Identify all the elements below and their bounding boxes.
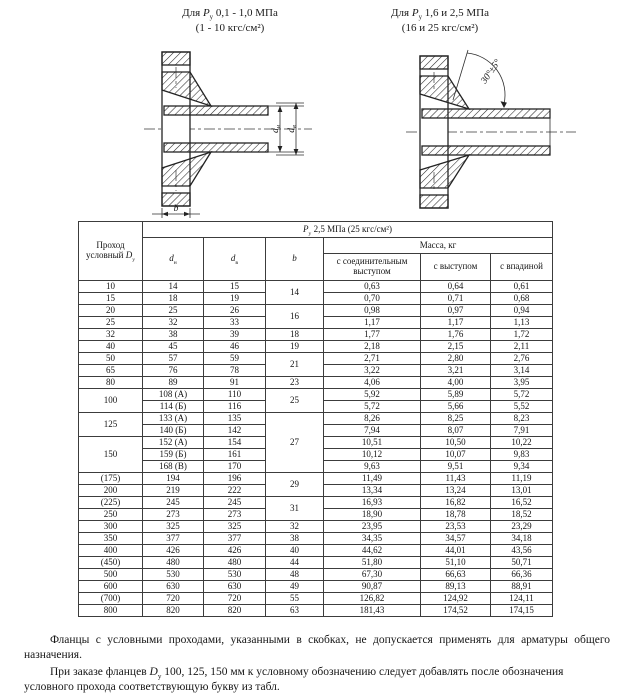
cell-dn: 14	[143, 281, 204, 293]
cell-b: 16	[266, 305, 324, 329]
caption-symbol: P	[202, 7, 210, 19]
cell-mass-raised: 4,00	[421, 377, 491, 389]
table-row	[79, 353, 553, 365]
caption-text: Для	[182, 7, 203, 19]
cell-mass-connecting: 5,92	[324, 389, 421, 401]
cell-mass-recessed: 23,29	[491, 521, 553, 533]
cell-dn: 194	[143, 473, 204, 485]
cell-dy: 10	[79, 281, 143, 293]
cell-mass-raised: 8,07	[421, 425, 491, 437]
cell-dy: 15	[79, 293, 143, 305]
caption-subscript: у	[418, 14, 422, 22]
table-row	[79, 305, 553, 317]
table-row	[79, 533, 553, 545]
cell-b: 18	[266, 329, 324, 341]
cell-dy: 800	[79, 605, 143, 617]
table-row	[79, 593, 553, 605]
cell-dv: 273	[204, 509, 266, 521]
cell-dy: 125	[79, 413, 143, 437]
arrow-icon	[501, 101, 507, 108]
cell-dn: 720	[143, 593, 204, 605]
cell-mass-recessed: 9,83	[491, 449, 553, 461]
cell-mass-connecting: 34,35	[324, 533, 421, 545]
cell-mass-raised: 0,97	[421, 305, 491, 317]
cell-mass-raised: 44,01	[421, 545, 491, 557]
cell-mass-raised: 23,53	[421, 521, 491, 533]
cell-dn: 480	[143, 557, 204, 569]
cell-mass-connecting: 23,95	[324, 521, 421, 533]
cell-dy: 80	[79, 377, 143, 389]
cell-dn: 108 (А)	[143, 389, 204, 401]
cell-dv: 630	[204, 581, 266, 593]
cell-mass-recessed: 11,19	[491, 473, 553, 485]
cell-mass-recessed: 18,52	[491, 509, 553, 521]
pipe-wall-top	[422, 109, 550, 118]
table-row	[79, 389, 553, 401]
cell-mass-connecting: 10,12	[324, 449, 421, 461]
cell-mass-raised: 89,13	[421, 581, 491, 593]
cell-b: 44	[266, 557, 324, 569]
arrow-icon	[162, 212, 168, 216]
header-dv: $d_в$	[204, 238, 266, 281]
cell-dy: 400	[79, 545, 143, 557]
cell-mass-connecting: 4,06	[324, 377, 421, 389]
cell-b: 23	[266, 377, 324, 389]
cell-mass-raised: 66,63	[421, 569, 491, 581]
cell-mass-recessed: 16,52	[491, 497, 553, 509]
cell-mass-connecting: 9,63	[324, 461, 421, 473]
angle-label: 30°±5°	[479, 57, 504, 86]
cell-b: 55	[266, 593, 324, 605]
cell-dv: 377	[204, 533, 266, 545]
table-row	[79, 581, 553, 593]
cell-mass-connecting: 13,34	[324, 485, 421, 497]
cell-dv: 196	[204, 473, 266, 485]
cell-mass-connecting: 51,80	[324, 557, 421, 569]
flange-section-top	[420, 56, 448, 69]
flange-drawing-high-pressure	[390, 44, 590, 214]
table-row	[79, 377, 553, 389]
cell-mass-connecting: 1,17	[324, 317, 421, 329]
cell-mass-recessed: 13,01	[491, 485, 553, 497]
cell-dn: 114 (Б)	[143, 401, 204, 413]
cell-mass-connecting: 0,98	[324, 305, 421, 317]
cell-b: 14	[266, 281, 324, 305]
cell-dy: 20	[79, 305, 143, 317]
cell-mass-raised: 5,89	[421, 389, 491, 401]
cell-dy: 300	[79, 521, 143, 533]
dim-label-dn: $d_н$	[271, 125, 282, 133]
cell-dn: 245	[143, 497, 204, 509]
cell-mass-recessed: 1,72	[491, 329, 553, 341]
header-pressure: $P_у$ 2,5 МПа (25 кгс/см²)	[143, 222, 553, 238]
flange-section-top	[162, 52, 190, 65]
cell-dn: 140 (Б)	[143, 425, 204, 437]
cell-mass-raised: 5,66	[421, 401, 491, 413]
cell-mass-raised: 174,52	[421, 605, 491, 617]
cell-b: 48	[266, 569, 324, 581]
flange-drawing-low-pressure	[118, 44, 318, 220]
cell-dy: 100	[79, 389, 143, 413]
cell-mass-connecting: 11,49	[324, 473, 421, 485]
cell-mass-recessed: 2,11	[491, 341, 553, 353]
cell-mass-connecting: 44,62	[324, 545, 421, 557]
cell-b: 25	[266, 389, 324, 413]
cell-mass-connecting: 67,30	[324, 569, 421, 581]
cell-dy: 50	[79, 353, 143, 365]
note-bracketed-bores: Фланцы с условными проходами, указанными в скобках, не допускается применять для арматуры общего назначения.	[24, 634, 610, 662]
cell-dv: 142	[204, 425, 266, 437]
cell-mass-connecting: 18,90	[324, 509, 421, 521]
cell-mass-raised: 8,25	[421, 413, 491, 425]
cell-dv: 720	[204, 593, 266, 605]
pipe-wall-top	[164, 106, 268, 115]
cell-dn: 38	[143, 329, 204, 341]
table-row	[79, 557, 553, 569]
cell-mass-recessed: 7,91	[491, 425, 553, 437]
cell-dn: 630	[143, 581, 204, 593]
cell-mass-connecting: 1,77	[324, 329, 421, 341]
flange-section-bottom	[420, 195, 448, 208]
cell-dy: 150	[79, 437, 143, 473]
table-row	[79, 605, 553, 617]
cell-dv: 325	[204, 521, 266, 533]
cell-dn: 159 (Б)	[143, 449, 204, 461]
dim-label-b: b	[173, 204, 179, 214]
cell-mass-connecting: 16,93	[324, 497, 421, 509]
cell-mass-recessed: 5,72	[491, 389, 553, 401]
cell-b: 27	[266, 413, 324, 473]
cell-mass-recessed: 88,91	[491, 581, 553, 593]
cell-mass-raised: 1,17	[421, 317, 491, 329]
header-mass-raised-face: с выступом	[421, 254, 491, 281]
cell-mass-recessed: 0,61	[491, 281, 553, 293]
cell-dn: 530	[143, 569, 204, 581]
cell-dv: 426	[204, 545, 266, 557]
cell-mass-raised: 34,57	[421, 533, 491, 545]
cell-dn: 57	[143, 353, 204, 365]
pipe-wall-bottom	[422, 146, 550, 155]
cell-dv: 26	[204, 305, 266, 317]
cell-dn: 273	[143, 509, 204, 521]
cell-mass-recessed: 124,11	[491, 593, 553, 605]
cell-mass-raised: 10,07	[421, 449, 491, 461]
cell-dv: 15	[204, 281, 266, 293]
cell-mass-recessed: 43,56	[491, 545, 553, 557]
cell-b: 49	[266, 581, 324, 593]
table-row	[79, 413, 553, 425]
cell-b: 32	[266, 521, 324, 533]
cell-dy: 600	[79, 581, 143, 593]
cell-dy: (175)	[79, 473, 143, 485]
cell-mass-raised: 0,71	[421, 293, 491, 305]
flange-dimensions-table	[78, 221, 553, 617]
arrow-icon	[278, 106, 283, 112]
cell-mass-recessed: 3,95	[491, 377, 553, 389]
cell-mass-recessed: 0,68	[491, 293, 553, 305]
cell-b: 19	[266, 341, 324, 353]
cell-dv: 91	[204, 377, 266, 389]
caption-subscript: у	[209, 14, 214, 22]
table-row	[79, 341, 553, 353]
caption-units: (1 - 10 кгс/см²)	[195, 21, 265, 34]
cell-dv: 161	[204, 449, 266, 461]
table-row	[79, 545, 553, 557]
cell-mass-raised: 16,82	[421, 497, 491, 509]
cell-mass-connecting: 126,82	[324, 593, 421, 605]
cell-b: 31	[266, 497, 324, 521]
arrow-icon	[278, 146, 283, 152]
cell-mass-recessed: 3,14	[491, 365, 553, 377]
cell-mass-recessed: 8,23	[491, 413, 553, 425]
cell-dy: 25	[79, 317, 143, 329]
dim-label-dv: $d_в$	[287, 125, 298, 133]
cell-mass-raised: 11,43	[421, 473, 491, 485]
cell-dv: 39	[204, 329, 266, 341]
cell-b: 40	[266, 545, 324, 557]
cell-dn: 219	[143, 485, 204, 497]
header-dn: $d_н$	[143, 238, 204, 281]
cell-mass-raised: 1,76	[421, 329, 491, 341]
cell-dn: 133 (А)	[143, 413, 204, 425]
cell-mass-connecting: 0,70	[324, 293, 421, 305]
cell-mass-recessed: 9,34	[491, 461, 553, 473]
table-row	[79, 329, 553, 341]
caption-units: (16 и 25 кгс/см²)	[401, 21, 479, 34]
caption-text: 1,6 и 2,5 МПа	[421, 7, 489, 19]
header-mass-recessed-face: с впадиной	[491, 254, 553, 281]
arrow-icon	[184, 212, 190, 216]
cell-dv: 78	[204, 365, 266, 377]
cell-mass-raised: 13,24	[421, 485, 491, 497]
caption-text: Для	[391, 7, 412, 19]
cell-dy: 32	[79, 329, 143, 341]
header-mass: Масса, кг	[324, 238, 553, 254]
cell-dv: 480	[204, 557, 266, 569]
caption-right-flange	[345, 6, 535, 36]
cell-b: 63	[266, 605, 324, 617]
table-row	[79, 281, 553, 293]
header-nominal-bore: Проход условный $D_у$	[79, 222, 143, 281]
cell-mass-connecting: 2,71	[324, 353, 421, 365]
cell-dn: 76	[143, 365, 204, 377]
cell-dn: 32	[143, 317, 204, 329]
cell-dv: 116	[204, 401, 266, 413]
cell-mass-recessed: 1,13	[491, 317, 553, 329]
cell-dy: 200	[79, 485, 143, 497]
cell-dn: 152 (А)	[143, 437, 204, 449]
caption-left-flange	[130, 6, 330, 36]
cell-mass-recessed: 174,15	[491, 605, 553, 617]
cell-mass-connecting: 90,87	[324, 581, 421, 593]
cell-mass-recessed: 0,94	[491, 305, 553, 317]
cell-mass-connecting: 0,63	[324, 281, 421, 293]
cell-dn: 168 (В)	[143, 461, 204, 473]
cell-mass-raised: 0,64	[421, 281, 491, 293]
cell-dn: 377	[143, 533, 204, 545]
cell-dn: 820	[143, 605, 204, 617]
cell-mass-recessed: 34,18	[491, 533, 553, 545]
cell-mass-connecting: 2,18	[324, 341, 421, 353]
caption-symbol: P	[411, 7, 419, 19]
cell-dy: (225)	[79, 497, 143, 509]
cell-dy: 500	[79, 569, 143, 581]
table-row	[79, 569, 553, 581]
cell-dv: 110	[204, 389, 266, 401]
cell-dv: 59	[204, 353, 266, 365]
cell-mass-raised: 9,51	[421, 461, 491, 473]
cell-b: 29	[266, 473, 324, 497]
cell-dn: 426	[143, 545, 204, 557]
cell-mass-raised: 18,78	[421, 509, 491, 521]
cell-dv: 245	[204, 497, 266, 509]
cell-b: 38	[266, 533, 324, 545]
cell-dv: 530	[204, 569, 266, 581]
caption-text: 0,1 - 1,0 МПа	[213, 7, 278, 19]
cell-dv: 46	[204, 341, 266, 353]
chamfer-reference-line	[453, 50, 468, 100]
cell-mass-recessed: 66,36	[491, 569, 553, 581]
cell-dv: 170	[204, 461, 266, 473]
cell-dv: 222	[204, 485, 266, 497]
cell-mass-raised: 2,15	[421, 341, 491, 353]
table-row	[79, 497, 553, 509]
cell-dv: 33	[204, 317, 266, 329]
cell-mass-raised: 2,80	[421, 353, 491, 365]
cell-dv: 135	[204, 413, 266, 425]
flange-table-body	[79, 281, 553, 617]
cell-dy: (700)	[79, 593, 143, 605]
cell-mass-raised: 3,21	[421, 365, 491, 377]
cell-dy: 250	[79, 509, 143, 521]
header-mass-connecting-face: с соединительным выступом	[324, 254, 421, 281]
cell-dv: 820	[204, 605, 266, 617]
cell-mass-connecting: 3,22	[324, 365, 421, 377]
pipe-wall-bottom	[164, 143, 268, 152]
cell-mass-recessed: 50,71	[491, 557, 553, 569]
cell-mass-recessed: 10,22	[491, 437, 553, 449]
cell-mass-raised: 10,50	[421, 437, 491, 449]
cell-mass-raised: 124,92	[421, 593, 491, 605]
flange-table-wrapper	[78, 221, 552, 617]
cell-dv: 19	[204, 293, 266, 305]
cell-mass-connecting: 8,26	[324, 413, 421, 425]
note-ordering: При заказе фланцев $D_у$ 100, 125, 150 мм к условному обозначению следует добавлять после обозначения условного прохода соответствующую букву из табл.	[24, 665, 564, 693]
cell-dy: 65	[79, 365, 143, 377]
cell-mass-connecting: 7,94	[324, 425, 421, 437]
cell-mass-recessed: 2,76	[491, 353, 553, 365]
cell-mass-connecting: 181,43	[324, 605, 421, 617]
cell-dy: 350	[79, 533, 143, 545]
cell-b: 21	[266, 353, 324, 377]
cell-dy: 40	[79, 341, 143, 353]
footnotes	[24, 633, 610, 695]
cell-dn: 45	[143, 341, 204, 353]
cell-dv: 154	[204, 437, 266, 449]
cell-dy: (450)	[79, 557, 143, 569]
cell-mass-connecting: 10,51	[324, 437, 421, 449]
cell-mass-connecting: 5,72	[324, 401, 421, 413]
cell-mass-raised: 51,10	[421, 557, 491, 569]
cell-dn: 18	[143, 293, 204, 305]
cell-mass-recessed: 5,52	[491, 401, 553, 413]
cell-dn: 25	[143, 305, 204, 317]
table-row	[79, 473, 553, 485]
cell-dn: 325	[143, 521, 204, 533]
cell-dn: 89	[143, 377, 204, 389]
header-b: b	[266, 238, 324, 281]
table-row	[79, 521, 553, 533]
